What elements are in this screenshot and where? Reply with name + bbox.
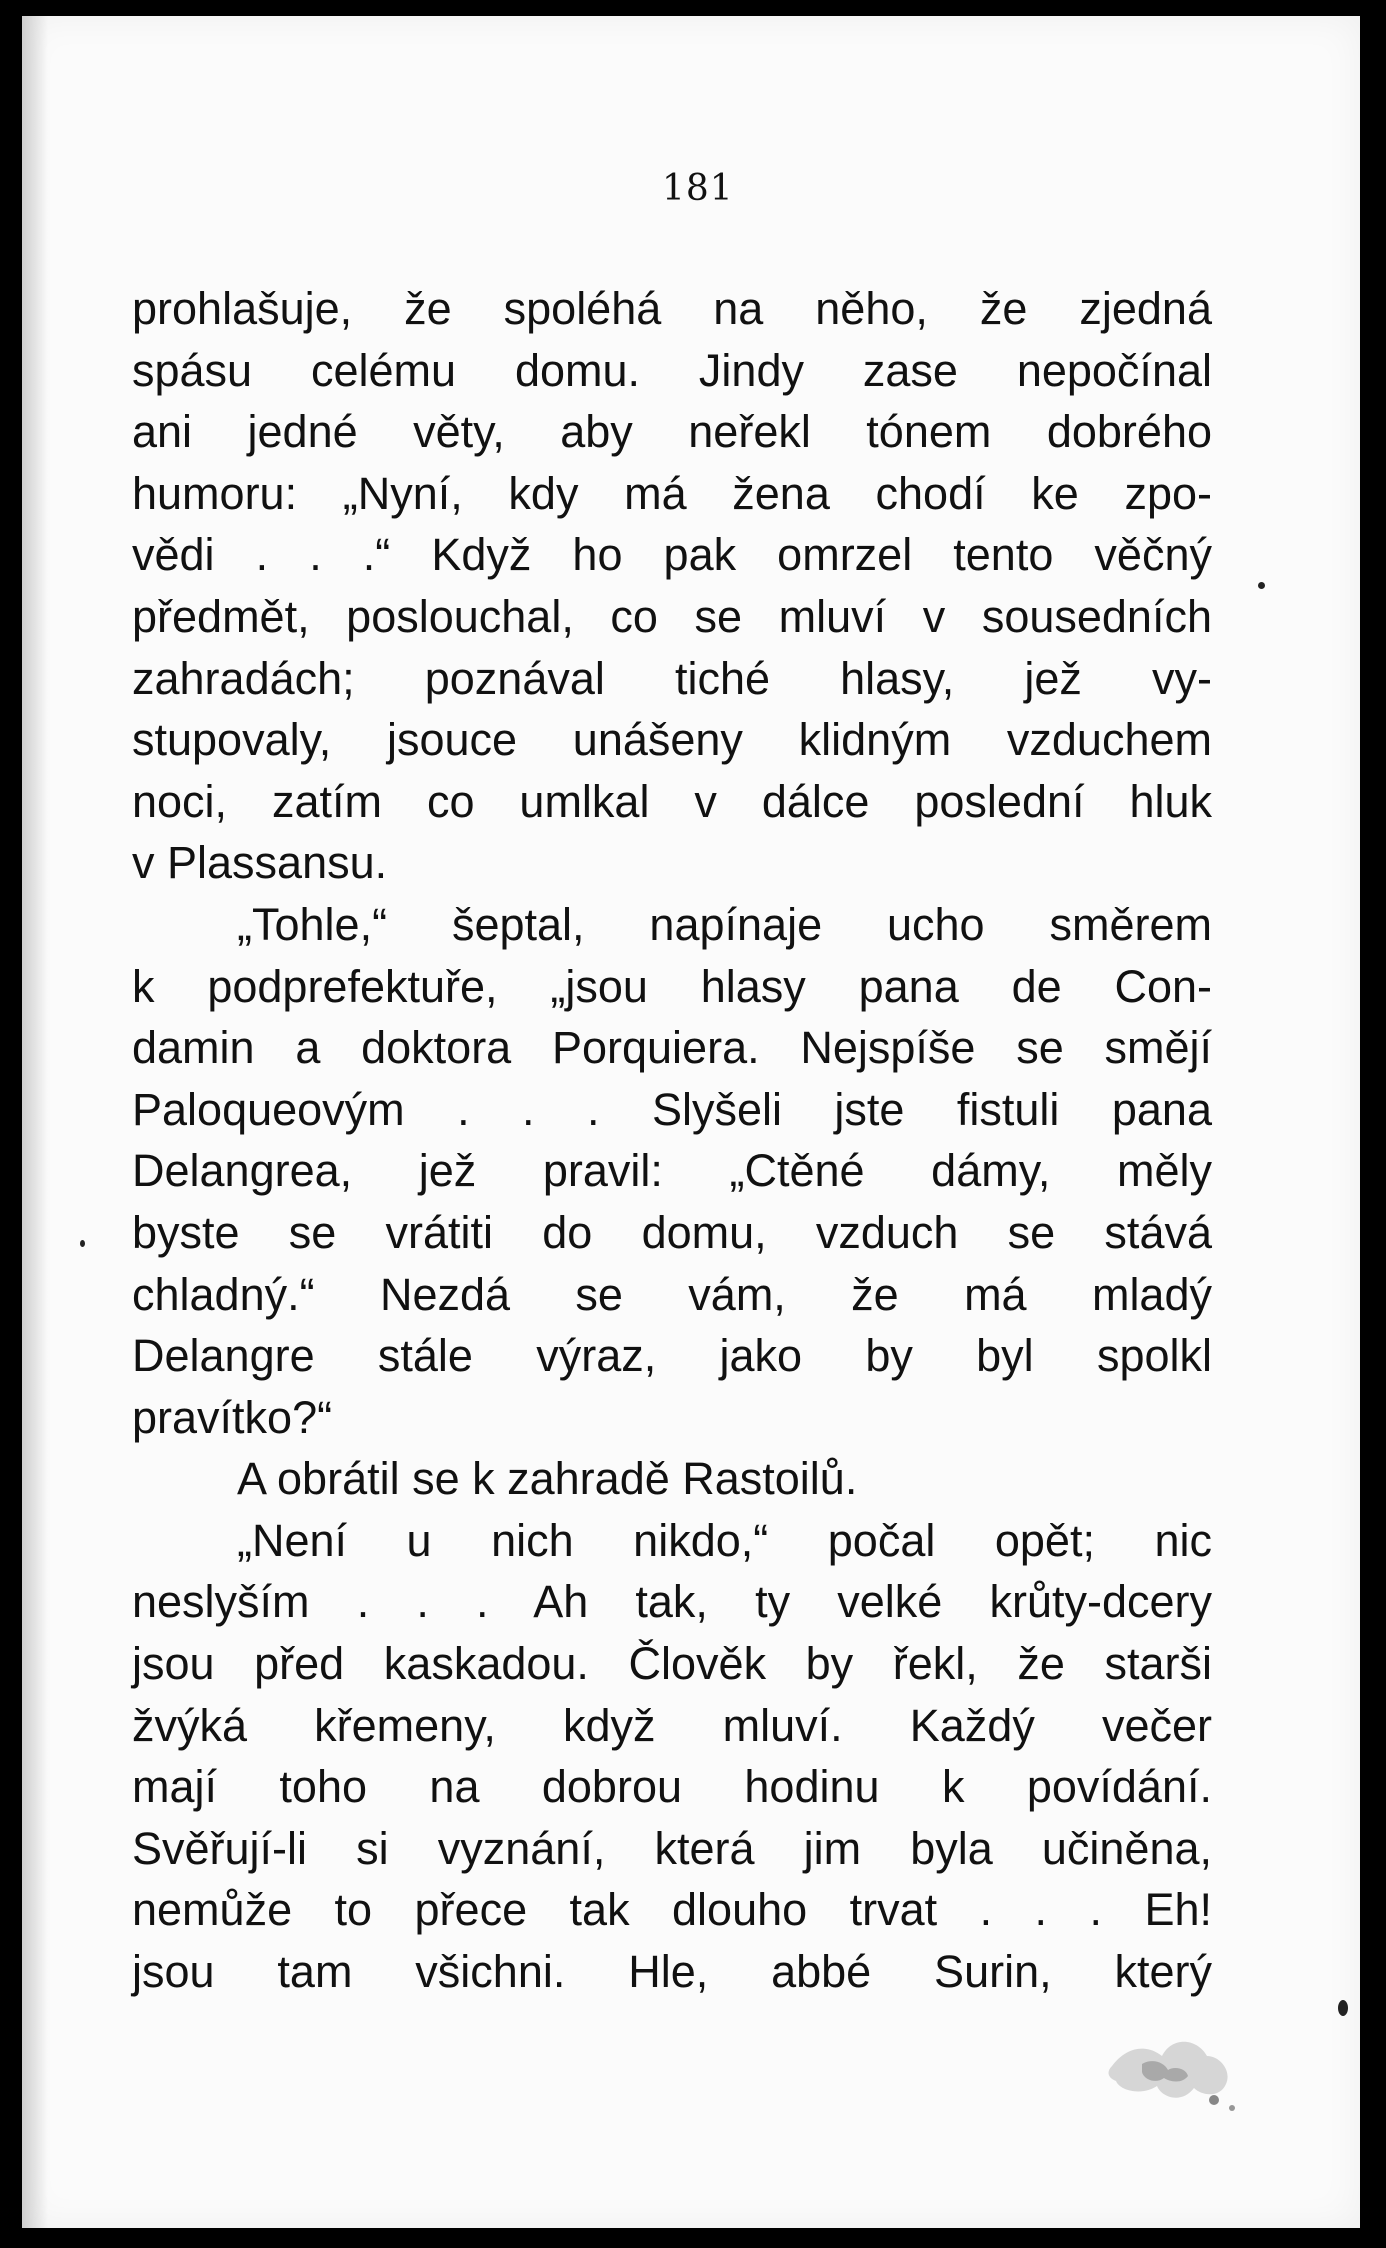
text-line: prohlašuje, že spoléhá na něho, že zjedná (132, 283, 1212, 334)
text-line: pravítko?“ (132, 1391, 333, 1443)
text-line: noci, zatím co umlkal v dálce poslední hluk (132, 775, 1212, 827)
book-page (22, 16, 1360, 2228)
text-line: jsou tam všichni. Hle, abbé Surin, který (132, 1946, 1212, 1998)
ink-speck (1338, 2000, 1348, 2016)
page-number: 181 (662, 168, 734, 209)
text-line: Svěřují-li si vyznání, která jim byla učiněna, (132, 1822, 1212, 1874)
text-line: byste se vrátiti do domu, vzduch se stává (132, 1206, 1212, 1258)
text-line: předmět, poslouchal, co se mluví v sousedních (132, 590, 1212, 642)
text-line: nemůže to přece tak dlouho trvat . . . Eh! (132, 1884, 1212, 1936)
text-line: damin a doktora Porquiera. Nejspíše se smějí (132, 1022, 1212, 1074)
text-line: stupovaly, jsouce unášeny klidným vzduchem (132, 714, 1212, 766)
body-text (132, 278, 1212, 2003)
text-line: humoru: „Nyní, kdy má žena chodí ke zpo- (132, 467, 1212, 519)
text-line: Delangrea, jež pravil: „Ctěné dámy, měly (132, 1145, 1212, 1197)
text-line: neslyším . . . Ah tak, ty velké krůty-dcery (132, 1576, 1212, 1628)
text-line: jsou před kaskadou. Člověk by řekl, že starši (132, 1638, 1212, 1690)
text-line: A obrátil se k zahradě Rastoilů. (237, 1453, 858, 1505)
text-line: v Plassansu. (132, 837, 388, 889)
text-line: k podprefektuře, „jsou hlasy pana de Con- (132, 960, 1212, 1012)
ink-speck (80, 1240, 85, 1247)
page-gutter-shadow (22, 16, 48, 2228)
text-line: zahradách; poznával tiché hlasy, jež vy- (132, 652, 1212, 704)
text-line: Delangre stále výraz, jako by byl spolkl (132, 1330, 1212, 1382)
text-line: mají toho na dobrou hodinu k povídání. (132, 1761, 1212, 1813)
text-line: „Tohle,“ šeptal, napínaje ucho směrem (237, 898, 1212, 950)
text-line: vědi . . .“ Když ho pak omrzel tento věčný (132, 529, 1212, 581)
paper-stain (1102, 2026, 1242, 2116)
text-line: „Není u nich nikdo,“ počal opět; nic (237, 1514, 1212, 1566)
text-line: Paloqueovým . . . Slyšeli jste fistuli pana (132, 1083, 1212, 1135)
text-line: spásu celému domu. Jindy zase nepočínal (132, 344, 1212, 396)
text-line: žvýká křemeny, když mluví. Každý večer (132, 1699, 1212, 1751)
text-line: chladný.“ Nezdá se vám, že má mladý (132, 1268, 1212, 1320)
ink-speck (1258, 582, 1265, 589)
text-line: ani jedné věty, aby neřekl tónem dobrého (132, 406, 1212, 458)
